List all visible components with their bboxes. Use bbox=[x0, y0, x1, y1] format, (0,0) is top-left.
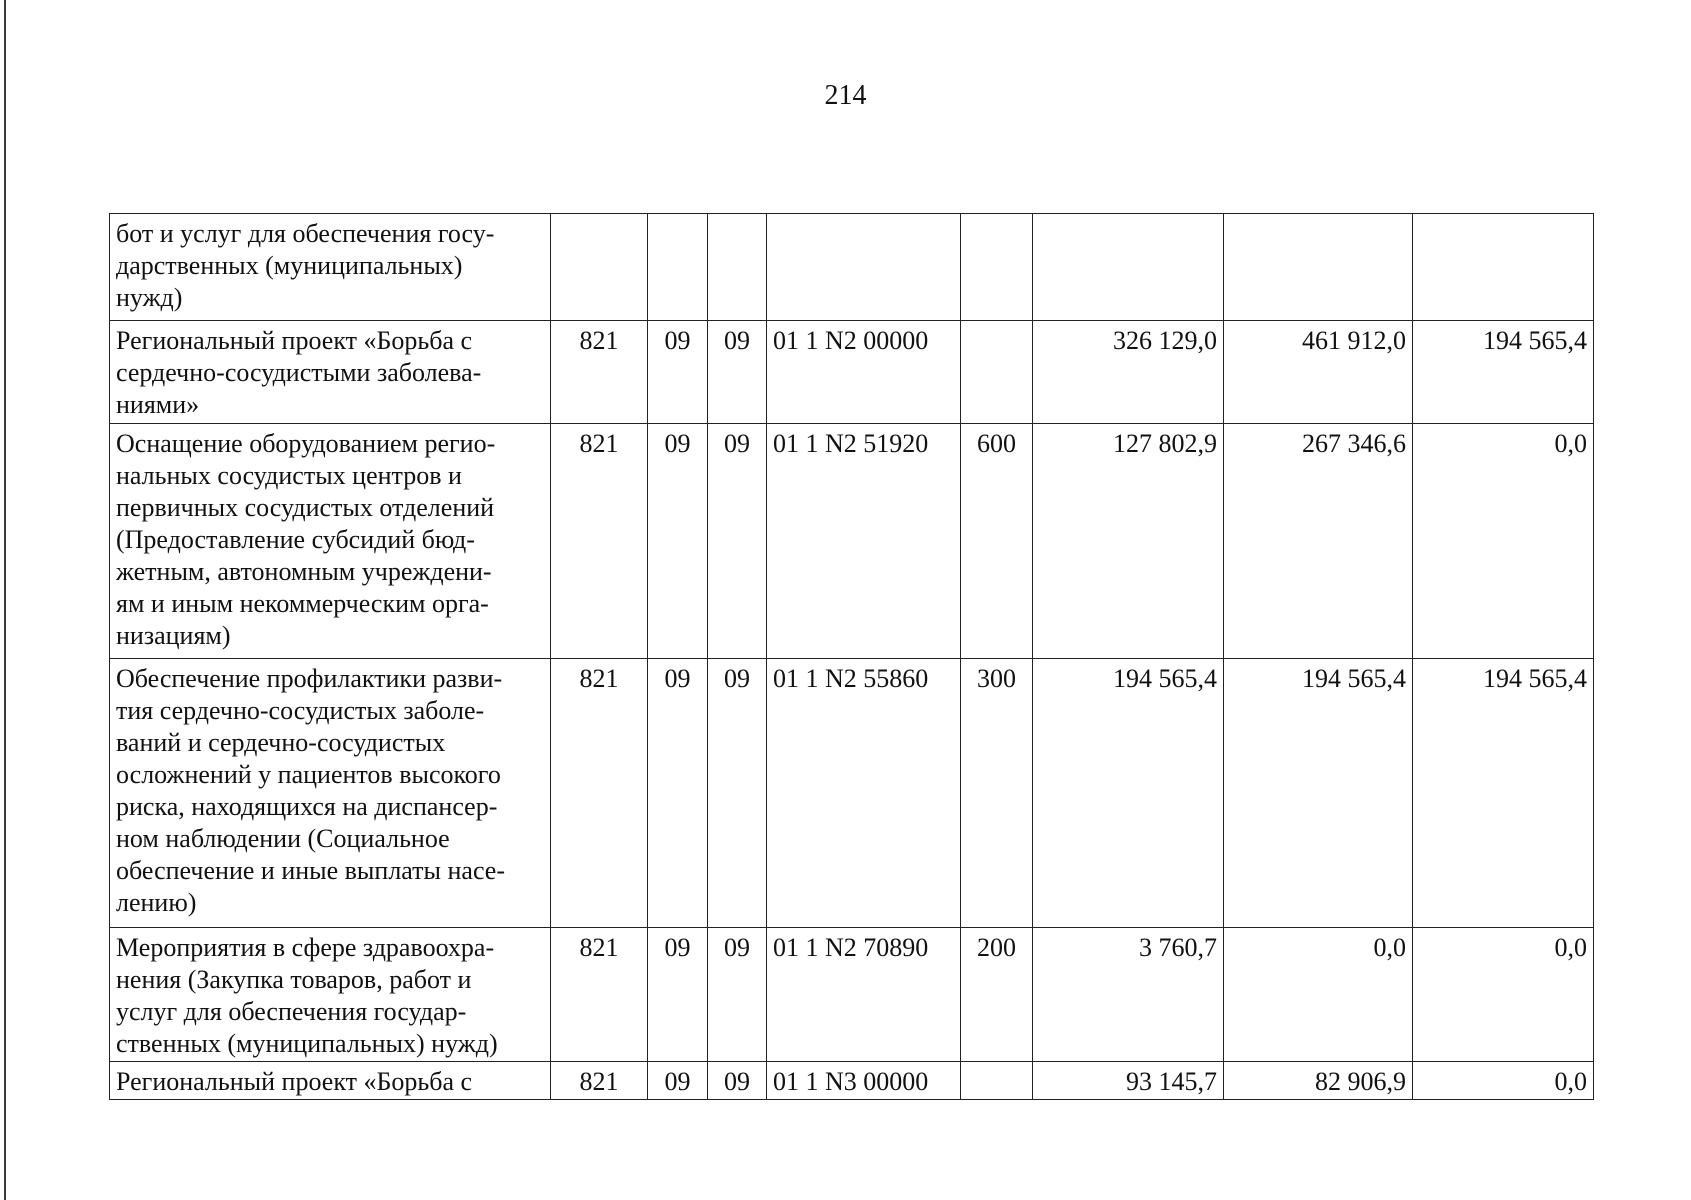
item-name-cell bbox=[110, 214, 551, 321]
page-number: 214 bbox=[824, 80, 867, 111]
item-name-line: низациям) bbox=[116, 621, 231, 650]
item-name-line: сердечно-сосудистыми заболева- bbox=[116, 358, 482, 387]
amount-year1-cell: 326 129,0 bbox=[1033, 321, 1224, 424]
item-name-line: риска, находящихся на диспансер- bbox=[116, 792, 498, 821]
amount-year1-cell bbox=[1033, 214, 1224, 321]
amount-year1-cell: 93 145,7 bbox=[1033, 1062, 1224, 1100]
item-name-line: обеспечение и иные выплаты насе- bbox=[116, 856, 505, 885]
item-name-line: бот и услуг для обеспечения госу- bbox=[116, 219, 495, 248]
amount-year1-cell: 3 760,7 bbox=[1033, 928, 1224, 1062]
item-name-cell bbox=[110, 321, 551, 424]
subsection-code-cell: 09 bbox=[708, 659, 767, 928]
item-name-line: жетным, автономным учреждени- bbox=[116, 557, 492, 586]
expense-type-cell: 600 bbox=[961, 424, 1033, 659]
expense-type-cell bbox=[961, 321, 1033, 424]
table-row bbox=[110, 928, 1594, 1062]
item-name-line: ям и иным некоммерческим орга- bbox=[116, 589, 489, 618]
ministry-code-cell: 821 bbox=[551, 659, 648, 928]
item-name-line: Региональный проект «Борьба с bbox=[116, 326, 473, 355]
ministry-code-cell: 821 bbox=[551, 424, 648, 659]
subsection-code-cell: 09 bbox=[708, 424, 767, 659]
budget-table-body bbox=[110, 214, 1594, 1100]
item-name-cell bbox=[110, 424, 551, 659]
table-row bbox=[110, 424, 1594, 659]
amount-year1-cell: 194 565,4 bbox=[1033, 659, 1224, 928]
expense-type-cell bbox=[961, 214, 1033, 321]
item-name-line: осложнений у пациентов высокого bbox=[116, 760, 501, 789]
ministry-code-cell: 821 bbox=[551, 321, 648, 424]
item-name-line: ном наблюдении (Социальное bbox=[116, 824, 450, 853]
ministry-code-cell: 821 bbox=[551, 1062, 648, 1100]
item-name-line: нения (Закупка товаров, работ и bbox=[116, 965, 472, 994]
amount-year3-cell: 0,0 bbox=[1413, 1062, 1594, 1100]
item-name-line: нужд) bbox=[116, 283, 183, 312]
table-row bbox=[110, 321, 1594, 424]
section-code-cell: 09 bbox=[648, 424, 708, 659]
amount-year3-cell: 194 565,4 bbox=[1413, 659, 1594, 928]
section-code-cell: 09 bbox=[648, 1062, 708, 1100]
item-name-cell bbox=[110, 928, 551, 1062]
target-article-cell: 01 1 N2 55860 bbox=[767, 659, 961, 928]
target-article-cell: 01 1 N2 51920 bbox=[767, 424, 961, 659]
table-row bbox=[110, 659, 1594, 928]
table-row bbox=[110, 1062, 1594, 1100]
amount-year2-cell: 461 912,0 bbox=[1224, 321, 1413, 424]
subsection-code-cell: 09 bbox=[708, 321, 767, 424]
section-code-cell: 09 bbox=[648, 928, 708, 1062]
expense-type-cell bbox=[961, 1062, 1033, 1100]
amount-year2-cell: 194 565,4 bbox=[1224, 659, 1413, 928]
item-name-line: Обеспечение профилактики разви- bbox=[116, 664, 503, 693]
item-name-line: лению) bbox=[116, 888, 197, 917]
amount-year2-cell bbox=[1224, 214, 1413, 321]
item-name-line: ственных (муниципальных) нужд) bbox=[116, 1029, 498, 1058]
ministry-code-cell bbox=[551, 214, 648, 321]
target-article-cell: 01 1 N2 00000 bbox=[767, 321, 961, 424]
amount-year2-cell: 82 906,9 bbox=[1224, 1062, 1413, 1100]
item-name-line: тия сердечно-сосудистых заболе- bbox=[116, 696, 485, 725]
item-name-line: Региональный проект «Борьба с bbox=[116, 1067, 473, 1096]
section-code-cell: 09 bbox=[648, 321, 708, 424]
amount-year3-cell bbox=[1413, 214, 1594, 321]
item-name-line: Мероприятия в сфере здравоохра- bbox=[116, 933, 495, 962]
section-code-cell: 09 bbox=[648, 659, 708, 928]
item-name-line: первичных сосудистых отделений bbox=[116, 493, 495, 522]
item-name-cell bbox=[110, 1062, 551, 1100]
target-article-cell: 01 1 N2 70890 bbox=[767, 928, 961, 1062]
item-name-line: нальных сосудистых центров и bbox=[116, 461, 462, 490]
item-name-line: дарственных (муниципальных) bbox=[116, 251, 463, 280]
expense-type-cell: 300 bbox=[961, 659, 1033, 928]
expense-type-cell: 200 bbox=[961, 928, 1033, 1062]
item-name-line: ваний и сердечно-сосудистых bbox=[116, 728, 446, 757]
item-name-line: ниями» bbox=[116, 390, 200, 419]
amount-year3-cell: 194 565,4 bbox=[1413, 321, 1594, 424]
item-name-line: услуг для обеспечения государ- bbox=[116, 997, 467, 1026]
item-name-line: (Предоставление субсидий бюд- bbox=[116, 525, 475, 554]
item-name-cell bbox=[110, 659, 551, 928]
amount-year3-cell: 0,0 bbox=[1413, 928, 1594, 1062]
amount-year2-cell: 0,0 bbox=[1224, 928, 1413, 1062]
subsection-code-cell: 09 bbox=[708, 928, 767, 1062]
table-row bbox=[110, 214, 1594, 321]
amount-year2-cell: 267 346,6 bbox=[1224, 424, 1413, 659]
budget-table bbox=[109, 213, 1594, 1100]
amount-year3-cell: 0,0 bbox=[1413, 424, 1594, 659]
item-name-line: Оснащение оборудованием регио- bbox=[116, 429, 496, 458]
target-article-cell: 01 1 N3 00000 bbox=[767, 1062, 961, 1100]
ministry-code-cell: 821 bbox=[551, 928, 648, 1062]
amount-year1-cell: 127 802,9 bbox=[1033, 424, 1224, 659]
section-code-cell bbox=[648, 214, 708, 321]
subsection-code-cell bbox=[708, 214, 767, 321]
subsection-code-cell: 09 bbox=[708, 1062, 767, 1100]
scan-left-edge bbox=[4, 0, 6, 1200]
target-article-cell bbox=[767, 214, 961, 321]
